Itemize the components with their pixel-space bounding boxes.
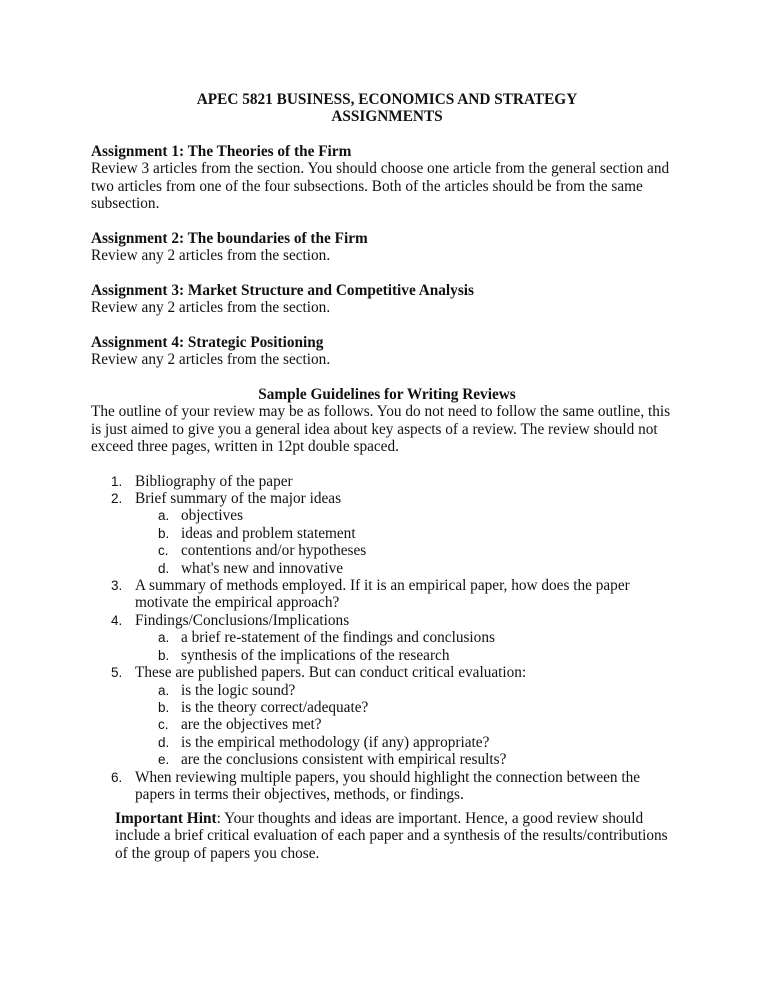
list-number: 6. [111, 769, 123, 785]
hint-label: Important Hint [115, 810, 217, 827]
assignment-heading: Assignment 2: The boundaries of the Firm [91, 230, 368, 247]
list-number: 1. [111, 473, 123, 489]
list-number: 5. [111, 665, 123, 681]
sub-list-item [91, 507, 683, 524]
sub-list-letter: a. [158, 630, 170, 646]
list-item [91, 577, 683, 612]
sub-list-text: is the logic sound? [181, 681, 296, 699]
sub-list-text: contentions and/or hypotheses [181, 542, 367, 560]
guidelines-list [91, 473, 683, 804]
title-line-1: APEC 5821 BUSINESS, ECONOMICS AND STRATEGY [196, 91, 578, 108]
list-item [91, 769, 683, 804]
sub-list-text: are the conclusions consistent with empirical results? [181, 751, 507, 769]
assignment-text: Review any 2 articles from the section. [91, 299, 331, 317]
assignment-text: Review any 2 articles from the section. [91, 247, 331, 265]
assignment-heading: Assignment 4: Strategic Positioning [91, 334, 324, 351]
sub-list-letter: a. [158, 682, 170, 698]
guidelines-section [91, 386, 683, 803]
list-item [91, 473, 683, 490]
sub-list-text: what's new and innovative [181, 559, 344, 577]
sub-list-text: a brief re-statement of the findings and conclusions [181, 629, 495, 647]
sub-list-letter: a. [158, 508, 170, 524]
sub-list-text: ideas and problem statement [181, 524, 356, 542]
sub-list-item [91, 647, 683, 664]
title-line-2: ASSIGNMENTS [331, 108, 443, 126]
list-item [91, 664, 683, 681]
assignment-text: Review any 2 articles from the section. [91, 351, 331, 369]
sub-list-item [91, 699, 683, 716]
assignment-heading: Assignment 1: The Theories of the Firm [91, 143, 352, 160]
assignment-3 [91, 282, 683, 317]
sub-list-text: is the empirical methodology (if any) appropriate? [181, 733, 490, 751]
sub-list-letter: c. [158, 543, 169, 559]
hint-text: : Your thoughts and ideas are important. Hence, a good review should include a brief critical evaluation of each paper and a synthesis of the results/contributions of the group of papers you chose. [115, 810, 668, 862]
sub-list-item [91, 734, 683, 751]
sub-list-item [91, 560, 683, 577]
list-text: Bibliography of the paper [135, 472, 293, 490]
assignment-4 [91, 334, 683, 369]
sub-list-text: are the objectives met? [181, 716, 322, 734]
sub-list-item [91, 716, 683, 733]
guidelines-intro: The outline of your review may be as follows. You do not need to follow the same outline, this is just aimed to give you a general idea about key aspects of a review. The review should not exceed three pages, written in 12pt double spaced. [91, 403, 671, 456]
list-text: Brief summary of the major ideas [135, 490, 342, 508]
important-hint [115, 810, 683, 862]
sub-list-item [91, 629, 683, 646]
sub-list-item [91, 682, 683, 699]
sub-list-letter: d. [158, 734, 170, 750]
sub-list-letter: b. [158, 525, 170, 541]
sub-list-item [91, 751, 683, 768]
list-text: Findings/Conclusions/Implications [135, 611, 350, 629]
guidelines-heading: Sample Guidelines for Writing Reviews [258, 386, 516, 403]
sub-list-item [91, 542, 683, 559]
list-text: A summary of methods employed. If it is an empirical paper, how does the paper motivate the empirical approach? [135, 577, 630, 612]
list-item [91, 490, 683, 507]
document-title [91, 91, 683, 126]
sub-list-letter: d. [158, 560, 170, 576]
assignment-heading: Assignment 3: Market Structure and Competitive Analysis [91, 282, 474, 299]
list-item [91, 612, 683, 629]
list-text: These are published papers. But can conduct critical evaluation: [135, 664, 527, 682]
list-number: 2. [111, 491, 123, 507]
sub-list-item [91, 525, 683, 542]
sub-list-text: is the theory correct/adequate? [181, 698, 369, 716]
list-number: 3. [111, 578, 123, 594]
sub-list-text: synthesis of the implications of the research [181, 646, 450, 664]
assignment-text: Review 3 articles from the section. You should choose one article from the general section and two articles from one of the four subsections. Both of the articles should be from the same subsection. [91, 160, 670, 213]
assignment-1 [91, 143, 683, 213]
sub-list-letter: e. [158, 752, 170, 768]
assignment-2 [91, 230, 683, 265]
sub-list-letter: b. [158, 699, 170, 715]
sub-list-letter: b. [158, 647, 170, 663]
sub-list-letter: c. [158, 717, 169, 733]
sub-list-text: objectives [181, 507, 244, 525]
list-number: 4. [111, 612, 123, 628]
list-text: When reviewing multiple papers, you should highlight the connection between the papers in terms their objectives, methods, or findings. [135, 768, 641, 803]
